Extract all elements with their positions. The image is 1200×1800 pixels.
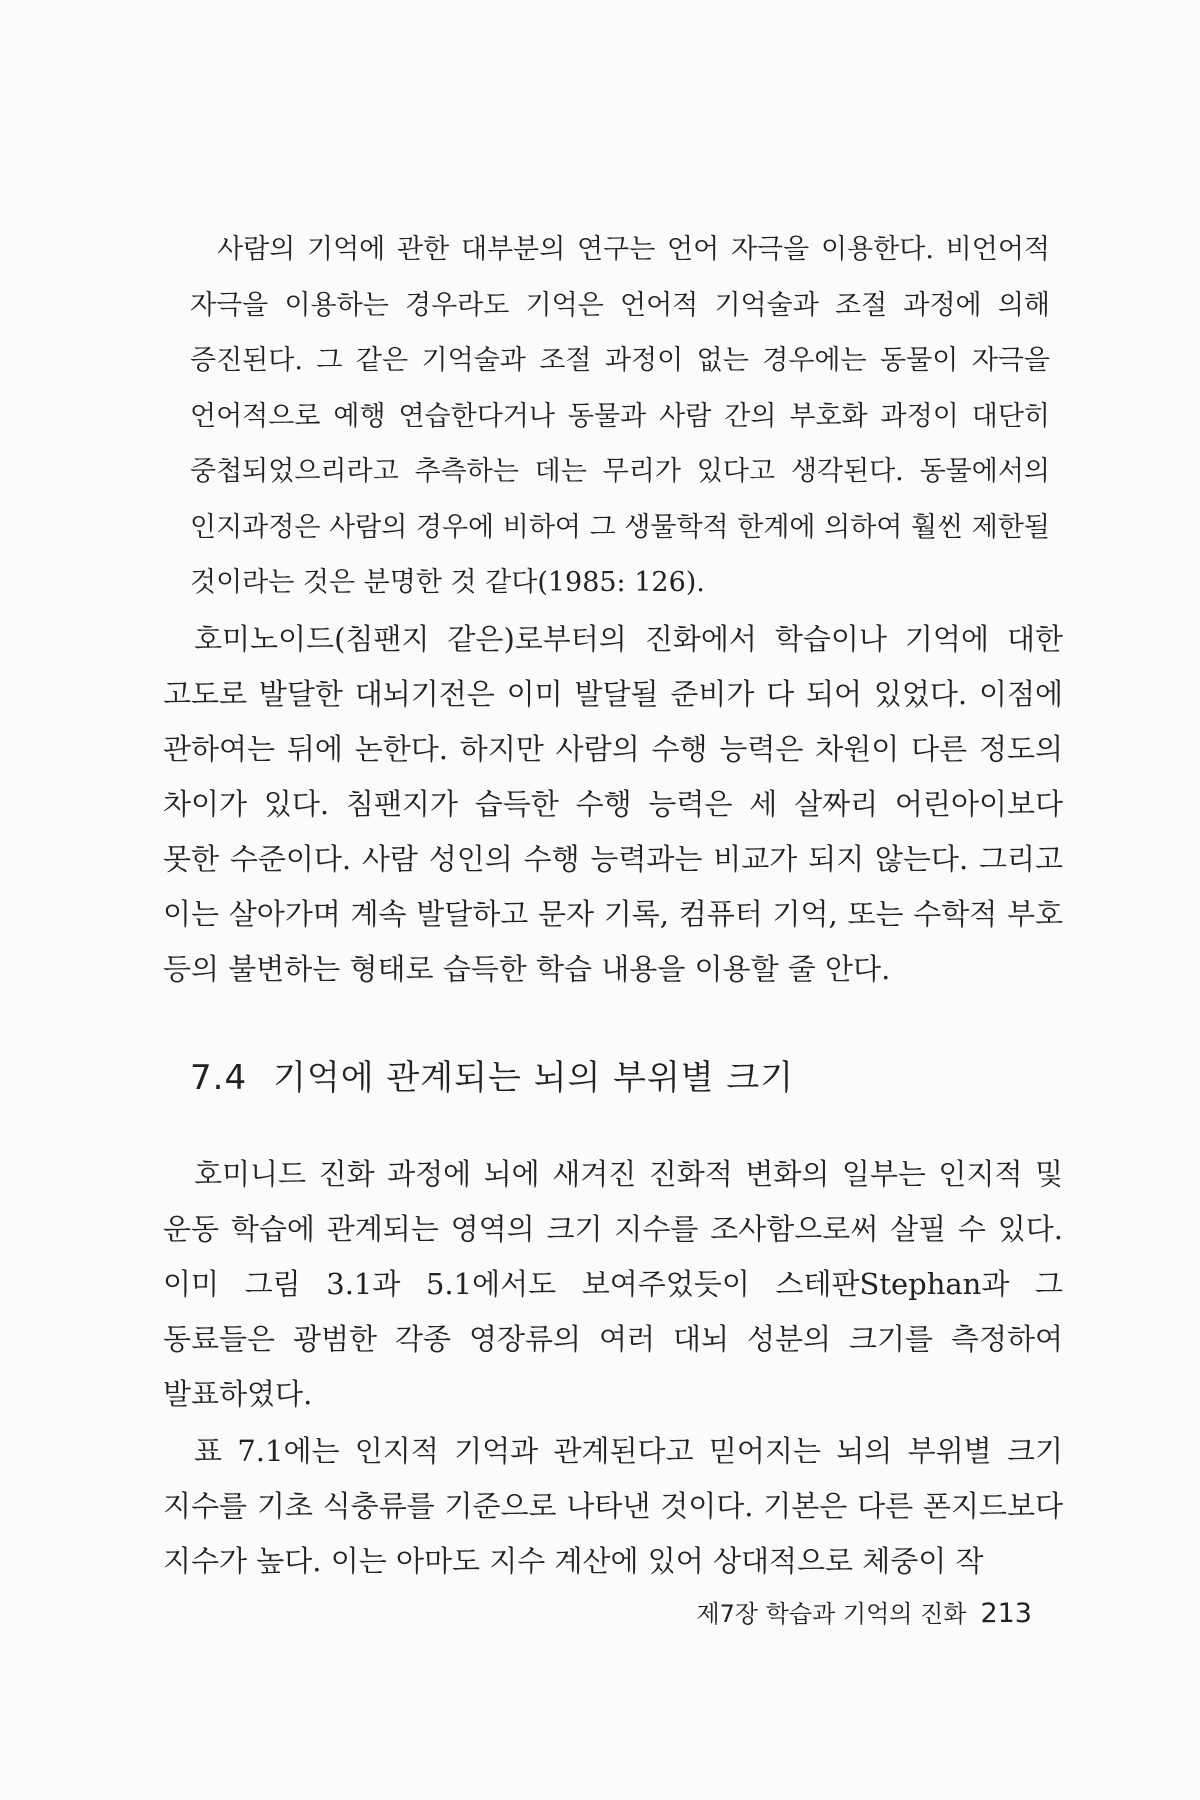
paragraph-text: 호미니드 진화 과정에 뇌에 새겨진 진화적 변화의 일부는 인지적 및 운동 학습에 관계되는 영역의 크기 지수를 조사함으로써 살필 수 있다. 이미 그림 3.1과 5.1에서도 보여주었듯이 스테판Stephan과 그 동료들은 광범한 각종 영장류의 여러 대뇌 성분의 크기를 측정하여 발표하였다. — [163, 1157, 1063, 1411]
section-title: 기억에 관계되는 뇌의 부위별 크기 — [273, 1058, 795, 1098]
body-section-text — [163, 1147, 1063, 1589]
page-footer — [696, 1594, 1032, 1629]
paragraph-text: 표 7.1에는 인지적 기억과 관계된다고 믿어지는 뇌의 부위별 크기 지수를 기초 식충류를 기준으로 나타낸 것이다. 기본은 다른 폰지드보다 지수가 높다. 이는 아마도 지수 계산에 있어 상대적으로 체중이 작 — [163, 1434, 1063, 1578]
body-paragraph-1 — [163, 612, 1063, 997]
block-quote — [190, 222, 1050, 611]
page-number: 213 — [980, 1598, 1032, 1629]
section-heading — [190, 1050, 794, 1099]
section-number: 7.4 — [190, 1058, 248, 1098]
paragraph-text: 호미노이드(침팬지 같은)로부터의 진화에서 학습이나 기억에 대한 고도로 발달한 대뇌기전은 이미 발달될 준비가 다 되어 있었다. 이점에 관하여는 뒤에 논한다. 하지만 사람의 수행 능력은 차원이 다른 정도의 차이가 있다. 침팬지가 습득한 수행 능력은 세 살짜리 어린아이보다 못한 수준이다. 사람 성인의 수행 능력과는 비교가 되지 않는다. 그리고 이는 살아가며 계속 발달하고 문자 기록, 컴퓨터 기억, 또는 수학적 부호 등의 불변하는 형태로 습득한 학습 내용을 이용할 줄 안다. — [163, 622, 1063, 986]
running-footer-chapter: 제7장 학습과 기억의 진화 — [696, 1600, 967, 1628]
quote-text: 사람의 기억에 관한 대부분의 연구는 언어 자극을 이용한다. 비언어적 자극을 이용하는 경우라도 기억은 언어적 기억술과 조절 과정에 의해 증진된다. 그 같은 기억술과 조절 과정이 없는 경우에는 동물이 자극을 언어적으로 예행 연습한다거나 동물과 사람 간의 부호화 과정이 대단히 중첩되었으리라고 추측하는 데는 무리가 있다고 생각된다. 동물에서의 인지과정은 사람의 경우에 비하여 그 생물학적 한계에 의하여 훨씬 제한될 것이라는 것은 분명한 것 같다(1985: 126). — [190, 234, 1050, 598]
